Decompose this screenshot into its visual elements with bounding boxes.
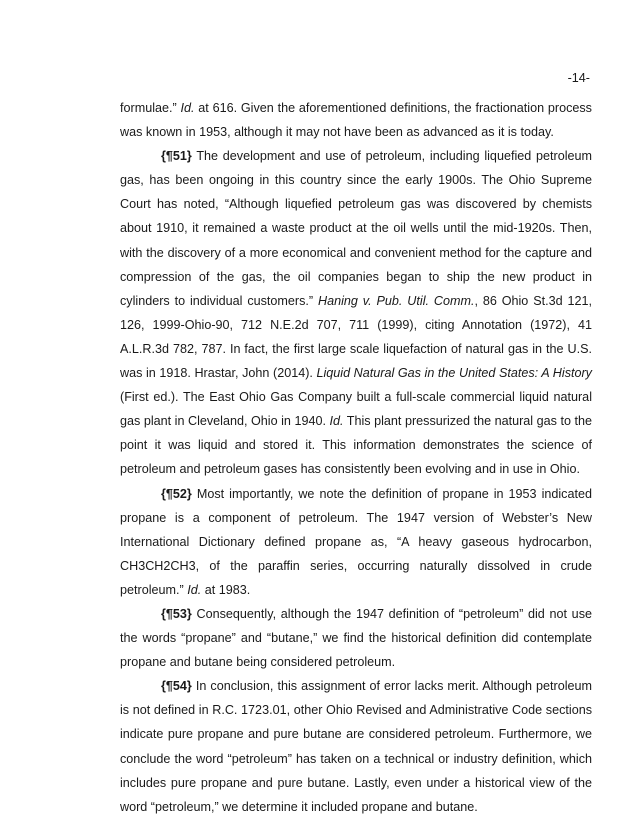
paragraph-marker: {¶53} xyxy=(161,606,192,621)
paragraph-continuation xyxy=(120,96,592,144)
paragraph-51 xyxy=(120,144,592,481)
text-segment: The development and use of petroleum, including liquefied petroleum gas, has been ongoing in this country since the early 1900s. The Ohio Supreme Court has noted, “Although liquefied petroleum gas was discovered by chemists about 1910, it remained a waste product at the oil wells until the mid-1920s. Then, with the discovery of a more economical and convenient method for the capture and compression of the gas, the oil companies began to ship the new product in cylinders to individual customers.” xyxy=(120,149,592,308)
paragraph-marker: {¶54} xyxy=(161,679,192,694)
citation-id: Id. xyxy=(180,101,195,115)
text-segment: Most importantly, we note the definition of propane in 1953 indicated propane is a component of petroleum. The 1947 version of Webster’s New International Dictionary defined propane as, “A heavy gaseous hydrocarbon, CH3CH2CH3, of the paraffin series, occurring naturally dissolved in crude petroleum.” xyxy=(120,486,592,597)
case-citation: Haning v. Pub. Util. Comm. xyxy=(318,293,475,308)
text-segment: Consequently, although the 1947 definition of “petroleum” did not use the words “propane” and “butane,” we find the historical definition did contemplate propane and butane being considered petroleum. xyxy=(120,606,592,670)
text-segment: In conclusion, this assignment of error lacks merit. Although petroleum is not defined in R.C. 1723.01, other Ohio Revised and Administrative Code sections indicate pure propane and pure butane are considered petroleum. Furthermore, we conclude the word “petroleum” has taken on a technical or industry definition, which includes pure propane and pure butane. Lastly, even under a historical view of the word “petroleum,” we determine it included propane and butane. xyxy=(120,679,592,814)
text-segment: This plant pressurized the natural gas to the point it was liquid and stored it. This information demonstrates the science of petroleum and petroleum gases has consistently been evolving and in use in Ohio. xyxy=(120,414,592,477)
text-segment: formulae.” xyxy=(120,101,181,115)
text-segment: at 616. Given the aforementioned definitions, the fractionation process was known in 1953, although it may not have been as advanced as it is today. xyxy=(120,101,592,140)
text-segment: at 1983. xyxy=(201,582,251,597)
text-segment: , 86 Ohio St.3d 121, 126, 1999-Ohio-90, 712 N.E.2d 707, 711 (1999), citing Annotation (1972), 41 A.L.R.3d 782, 787. In fact, the first large scale liquefaction of natural gas in the U.S. was in 1918. Hrastar, John (2014). xyxy=(120,293,592,381)
paragraph-53 xyxy=(120,602,592,674)
citation-id: Id. xyxy=(187,582,202,597)
text-segment: (First ed.). The East Ohio Gas Company built a full-scale commercial liquid natural gas plant in Cleveland, Ohio in 1940. xyxy=(120,390,592,429)
book-title: Liquid Natural Gas in the United States: A History xyxy=(316,366,592,381)
paragraph-marker: {¶52} xyxy=(161,486,192,501)
paragraph-52 xyxy=(120,482,592,602)
citation-id: Id. xyxy=(329,414,344,429)
paragraph-marker: {¶51} xyxy=(161,149,192,164)
paragraph-54 xyxy=(120,674,592,819)
page-number: -14- xyxy=(567,71,590,85)
document-body xyxy=(120,96,592,819)
